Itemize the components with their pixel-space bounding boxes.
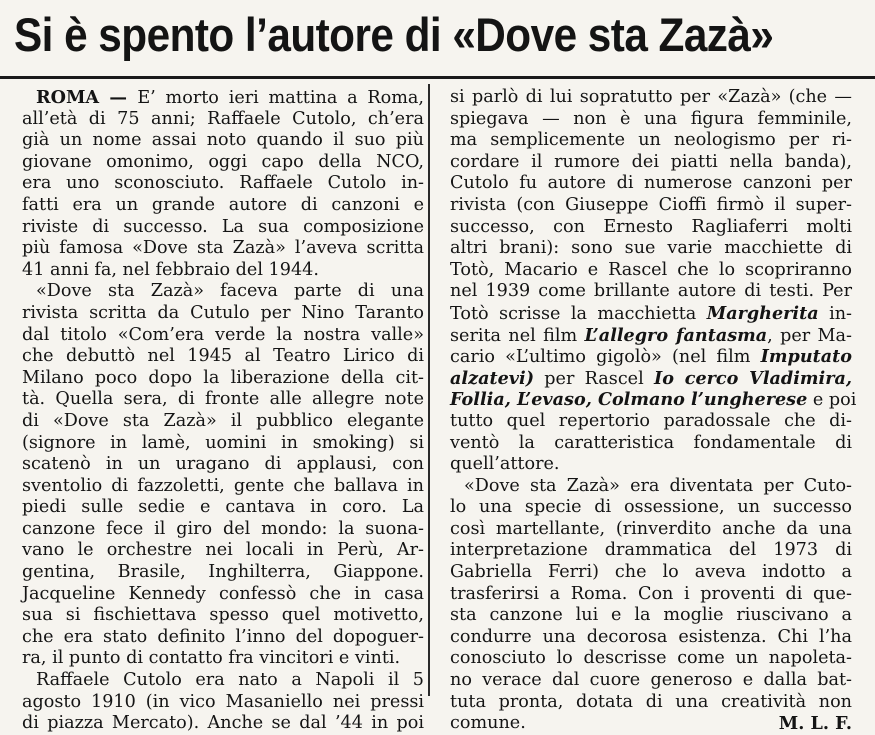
text-run: era uno sconosciuto. Raffaele Cutolo in- <box>22 173 424 194</box>
column-divider <box>428 84 430 696</box>
text-run: «Dove sta Zazà» era diventata per Cuto- <box>464 475 852 496</box>
text-run: fatti era un grande autore di canzoni e <box>22 194 424 215</box>
article-column-right <box>450 87 857 735</box>
text-run: «Dove sta Zazà» faceva parte di una <box>36 281 424 302</box>
text-line <box>22 692 424 714</box>
dateline: ROMA — <box>36 87 138 108</box>
text-run: così martellante, (rinverdito anche da una <box>450 518 852 539</box>
text-run: successo, con Ernesto Ragliaferri molti <box>450 216 852 237</box>
text-run: (signore in lamè, uomini in smoking) si <box>22 432 424 453</box>
text-run: per Rascel <box>534 368 654 389</box>
text-run: e poi <box>807 390 857 411</box>
text-line <box>450 519 852 541</box>
text-run: no verace dal cuore generoso e dalla bat- <box>450 670 852 691</box>
text-run: altri brani): sono sue varie macchiette di <box>450 238 852 259</box>
text-line <box>450 87 852 109</box>
text-line <box>22 476 424 498</box>
text-run: vano le orchestre nei locali in Perù, Ar- <box>22 540 424 561</box>
text-run: sta canzone lui e la moglie riuscivano a <box>450 605 852 626</box>
text-line <box>22 389 424 411</box>
title-italic: Margherita <box>706 302 819 324</box>
text-line <box>22 562 424 584</box>
text-line <box>450 411 852 433</box>
title-italic: alzatevi) <box>450 367 535 389</box>
text-line <box>450 584 852 606</box>
text-run: rivista (con Giuseppe Cioffi firmò il super- <box>450 194 852 215</box>
text-line <box>450 497 852 519</box>
text-line <box>450 692 852 714</box>
text-line <box>450 346 852 368</box>
text-run: già un nome assai noto quando il suo più <box>22 130 424 151</box>
text-run: nel 1939 come brillante autore di testi. Per <box>450 281 852 302</box>
headline: Si è spento l’autore di «Dove sta Zazà» <box>14 8 774 61</box>
title-italic: Imputato <box>760 346 852 368</box>
text-run: più famosa «Dove sta Zazà» l’aveva scritta <box>22 238 424 259</box>
text-line <box>450 152 852 174</box>
text-line <box>22 152 424 174</box>
text-line <box>22 303 424 325</box>
text-line <box>22 346 424 368</box>
text-run: ra, il punto di contatto fra vincitori e vinti. <box>22 648 401 669</box>
text-run: piedi sulle sedie e cantava in coro. La <box>22 497 424 518</box>
text-run: lo una specie di ossessione, un successo <box>450 497 852 518</box>
text-run: Totò scrisse la macchietta <box>450 303 707 324</box>
text-run: Jacqueline Kennedy confessò che in casa <box>22 583 424 604</box>
text-run: conosciuto lo descrisse come un napoleta- <box>450 648 852 669</box>
text-line <box>22 605 424 627</box>
text-run: ma semplicemente un neologismo per ri- <box>450 130 852 151</box>
headline-rule <box>0 76 875 79</box>
text-line <box>450 217 852 239</box>
text-line <box>22 519 424 541</box>
text-run: Totò, Macario e Rascel che lo scopriranno <box>450 259 852 280</box>
text-run: scatenò in un uragano di applausi, con <box>22 454 424 475</box>
title-italic: Follia, L’evaso, Colmano l’ungherese <box>450 389 808 411</box>
text-run: dal titolo «Com’era verde la nostra valle» <box>22 324 424 345</box>
text-run: quell’attore. <box>450 454 560 475</box>
text-run: E’ morto ieri mattina a Roma, <box>137 88 424 108</box>
text-run: tà. Quella sera, di fronte alle allegre note <box>22 389 424 410</box>
text-line <box>22 195 424 217</box>
text-run: Milano poco dopo la liberazione della cit- <box>22 367 424 388</box>
text-line <box>450 173 852 195</box>
text-line <box>450 476 852 498</box>
text-line <box>450 389 857 411</box>
text-line <box>450 195 852 217</box>
text-line <box>22 433 424 455</box>
text-run: in- <box>818 303 852 324</box>
text-run: riviste di successo. La sua composizione <box>22 216 424 237</box>
text-line <box>450 260 852 282</box>
text-line <box>22 411 424 433</box>
text-run: giovane omonimo, oggi capo della NCO, <box>22 151 424 172</box>
text-line <box>450 454 852 476</box>
text-run: tutto quel repertorio paradossale che di- <box>450 410 852 431</box>
text-run: spiegava — non è una figura femminile, <box>450 108 852 129</box>
text-line <box>22 670 424 692</box>
text-run: si parlò di lui sopratutto per «Zazà» (che — <box>450 87 852 107</box>
text-line <box>22 238 424 260</box>
text-line <box>450 713 852 735</box>
article-column-left <box>22 87 424 735</box>
text-run: rivista scritta da Cutulo per Nino Taranto <box>22 302 424 323</box>
text-line <box>22 173 424 195</box>
text-line <box>450 605 852 627</box>
text-line <box>450 368 852 390</box>
text-run: Gabriella Ferri) che lo aveva indotto a <box>450 562 852 583</box>
text-line <box>450 325 852 347</box>
text-run: agosto 1910 (in vico Masaniello nei pressi <box>22 691 424 712</box>
text-run: tuta pronta, dotata di una creatività non <box>450 691 852 712</box>
text-run: condurre una decorosa esistenza. Chi l’ha <box>450 626 852 647</box>
text-run: all’età di 75 anni; Raffaele Cutolo, ch’era <box>22 108 424 129</box>
text-line <box>22 627 424 649</box>
text-run: cario «L’ultimo gigolò» (nel film <box>450 347 761 368</box>
title-italic: Io cerco Vladimira, <box>653 367 852 389</box>
text-line <box>22 648 424 670</box>
text-line <box>22 713 424 735</box>
text-run: Raffaele Cutolo era nato a Napoli il 5 <box>36 670 424 691</box>
text-line <box>450 540 852 562</box>
text-line <box>450 281 852 303</box>
text-line <box>22 260 424 282</box>
text-run: Cutolo fu autore di numerose canzoni per <box>450 173 852 194</box>
author-signature: M. L. F. <box>778 713 852 735</box>
text-line <box>22 454 424 476</box>
text-line <box>450 627 852 649</box>
text-line <box>22 540 424 562</box>
text-run: 41 anni fa, nel febbraio del 1944. <box>22 259 319 280</box>
text-line <box>450 670 852 692</box>
text-line <box>450 238 852 260</box>
text-run: gentina, Brasile, Inghilterra, Giappone. <box>22 562 424 583</box>
text-run: serita nel film <box>450 325 585 346</box>
text-run: che era stato definito l’inno del dopoguer- <box>22 626 424 647</box>
text-line <box>22 130 424 152</box>
text-run: che debuttò nel 1945 al Teatro Lirico di <box>22 346 424 367</box>
text-run: di piazza Mercato). Anche se dal ’44 in poi <box>22 713 424 734</box>
title-italic: L’allegro fantasma <box>584 324 768 346</box>
text-line <box>22 368 424 390</box>
text-line <box>450 562 852 584</box>
text-line <box>22 584 424 606</box>
text-line <box>22 109 424 131</box>
text-line <box>22 87 424 109</box>
text-line <box>22 281 424 303</box>
text-run: sventolio di fazzoletti, gente che ballava in <box>22 475 424 496</box>
text-run: , per Ma- <box>767 325 852 346</box>
text-run: interpretazione drammatica del 1973 di <box>450 540 852 561</box>
text-run: trasferirsi a Roma. Con i proventi di que- <box>450 583 852 604</box>
text-run: canzone fece il giro del mondo: la suona- <box>22 518 424 539</box>
text-line <box>22 497 424 519</box>
text-run: comune. <box>450 713 526 734</box>
text-line <box>450 130 852 152</box>
text-run: sua si fischiettava spesso quel motivetto, <box>22 605 424 626</box>
text-line <box>450 303 852 325</box>
text-line <box>450 109 852 131</box>
text-run: ventò la caratteristica fondamentale di <box>450 432 852 453</box>
text-line <box>450 648 852 670</box>
text-line <box>22 325 424 347</box>
text-run: cordare il rumore dei piatti nella banda), <box>450 151 852 172</box>
text-line <box>22 217 424 239</box>
text-run: di «Dove sta Zazà» il pubblico elegante <box>22 410 424 431</box>
text-line <box>450 433 852 455</box>
